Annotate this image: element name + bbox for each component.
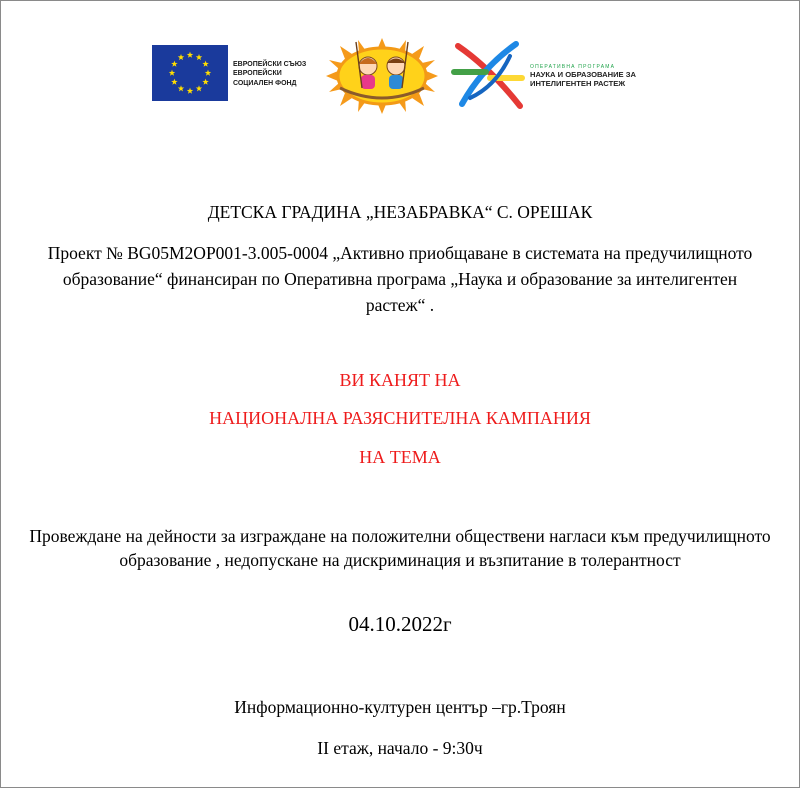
event-place: Информационно-културен център –гр.Троян [234, 697, 566, 717]
eu-line-1: ЕВРОПЕЙСКИ СЪЮЗ [233, 58, 307, 68]
op-logo [450, 38, 636, 114]
eu-logo-text [233, 59, 306, 88]
invite-line-3: НА ТЕМА [359, 447, 441, 467]
op-logo-text [530, 64, 636, 89]
op-small-label: ОПЕРАТИВНА ПРОГРАМА [530, 63, 616, 70]
eu-logo [152, 45, 313, 101]
kindergarten-name: ДЕТСКА ГРАДИНА „НЕЗАБРАВКА“ С. ОРЕШАК [207, 202, 593, 222]
op-logo-icon [450, 38, 526, 114]
logo-strip [150, 38, 650, 114]
activity-description: Провеждане на дейности за изграждане на положителни обществени нагласи към предучилищното образование , недопускане на дискриминация и възпитание в толерантност [29, 526, 771, 570]
event-date: 04.10.2022г [348, 612, 452, 636]
invite-line-2: НАЦИОНАЛНА РАЗЯСНИТЕЛНА КАМПАНИЯ [209, 408, 591, 428]
invite-line-1: ВИ КАНЯТ НА [339, 370, 461, 390]
eu-line-2: ЕВРОПЕЙСКИ [233, 68, 282, 78]
project-description: Проект № BG05M2OP001-3.005-0004 „Активно приобщаване в системата на предучилищното образование“ финансиран по Оперативна програма „Наука и образование за интелигентен растеж“ . [47, 243, 753, 315]
eu-line-3: СОЦИАЛЕН ФОНД [233, 77, 297, 87]
op-line-1: НАУКА И ОБРАЗОВАНИЕ ЗА [530, 69, 636, 79]
event-time: II етаж, начало - 9:30ч [317, 738, 483, 758]
kindergarten-logo-icon [326, 38, 438, 114]
op-line-2: ИНТЕЛИГЕНТЕН РАСТЕЖ [530, 79, 626, 88]
eu-flag-icon [152, 45, 228, 101]
